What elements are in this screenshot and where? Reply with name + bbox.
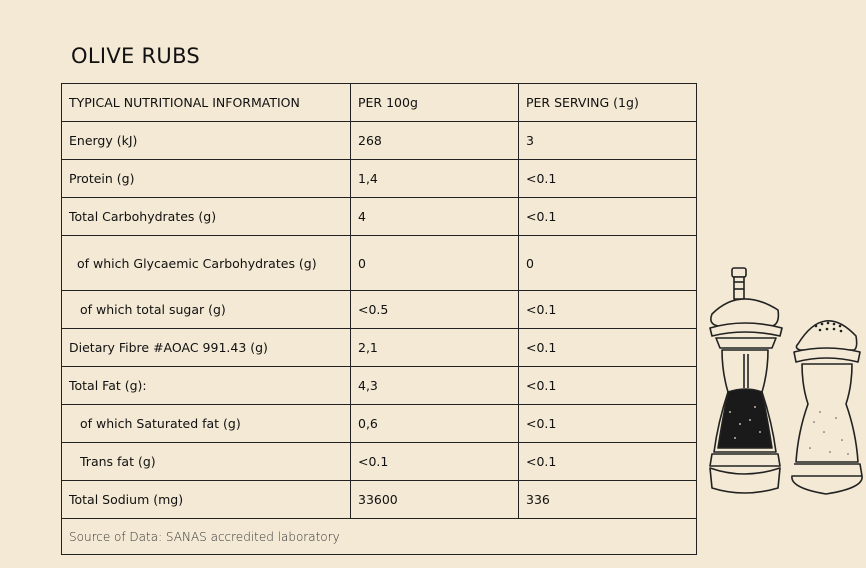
table-row bbox=[62, 367, 697, 405]
row-serving: <0.1 bbox=[519, 405, 697, 443]
table-row bbox=[62, 291, 697, 329]
table-row bbox=[62, 405, 697, 443]
header-cell: PER SERVING (1g) bbox=[519, 84, 697, 122]
row-label: Total Fat (g): bbox=[62, 367, 351, 405]
table-row bbox=[62, 481, 697, 519]
row-per100: 1,4 bbox=[351, 160, 519, 198]
table-header-row bbox=[62, 84, 697, 122]
page-title: OLIVE RUBS bbox=[71, 44, 201, 68]
row-per100: <0.5 bbox=[351, 291, 519, 329]
row-per100: 4,3 bbox=[351, 367, 519, 405]
pepper-grinder-and-salt-shaker-icon bbox=[700, 262, 866, 496]
row-per100: 4 bbox=[351, 198, 519, 236]
row-label: Protein (g) bbox=[62, 160, 351, 198]
row-serving: <0.1 bbox=[519, 160, 697, 198]
table-row bbox=[62, 160, 697, 198]
row-per100: <0.1 bbox=[351, 443, 519, 481]
table-row bbox=[62, 198, 697, 236]
table-footer-row bbox=[62, 519, 697, 555]
pepper-grinder-icon bbox=[710, 268, 782, 493]
row-serving: <0.1 bbox=[519, 198, 697, 236]
table-row bbox=[62, 443, 697, 481]
row-serving: 3 bbox=[519, 122, 697, 160]
salt-shaker-icon bbox=[792, 321, 862, 494]
row-serving: <0.1 bbox=[519, 329, 697, 367]
row-label: of which Glycaemic Carbohydrates (g) bbox=[62, 236, 351, 291]
row-serving: 336 bbox=[519, 481, 697, 519]
row-label: Trans fat (g) bbox=[62, 443, 351, 481]
row-per100: 0,6 bbox=[351, 405, 519, 443]
row-label: of which Saturated fat (g) bbox=[62, 405, 351, 443]
table-row bbox=[62, 236, 697, 291]
row-label: Total Sodium (mg) bbox=[62, 481, 351, 519]
row-per100: 0 bbox=[351, 236, 519, 291]
source-note: Source of Data: SANAS accredited laboratory bbox=[62, 519, 697, 555]
header-cell: PER 100g bbox=[351, 84, 519, 122]
row-serving: <0.1 bbox=[519, 367, 697, 405]
table-row bbox=[62, 122, 697, 160]
row-label: Energy (kJ) bbox=[62, 122, 351, 160]
row-serving: 0 bbox=[519, 236, 697, 291]
row-label: Total Carbohydrates (g) bbox=[62, 198, 351, 236]
table-row bbox=[62, 329, 697, 367]
row-label: Dietary Fibre #AOAC 991.43 (g) bbox=[62, 329, 351, 367]
header-cell: TYPICAL NUTRITIONAL INFORMATION bbox=[62, 84, 351, 122]
row-per100: 33600 bbox=[351, 481, 519, 519]
nutrition-table bbox=[61, 83, 697, 555]
row-serving: <0.1 bbox=[519, 291, 697, 329]
row-per100: 268 bbox=[351, 122, 519, 160]
row-per100: 2,1 bbox=[351, 329, 519, 367]
row-label: of which total sugar (g) bbox=[62, 291, 351, 329]
row-serving: <0.1 bbox=[519, 443, 697, 481]
